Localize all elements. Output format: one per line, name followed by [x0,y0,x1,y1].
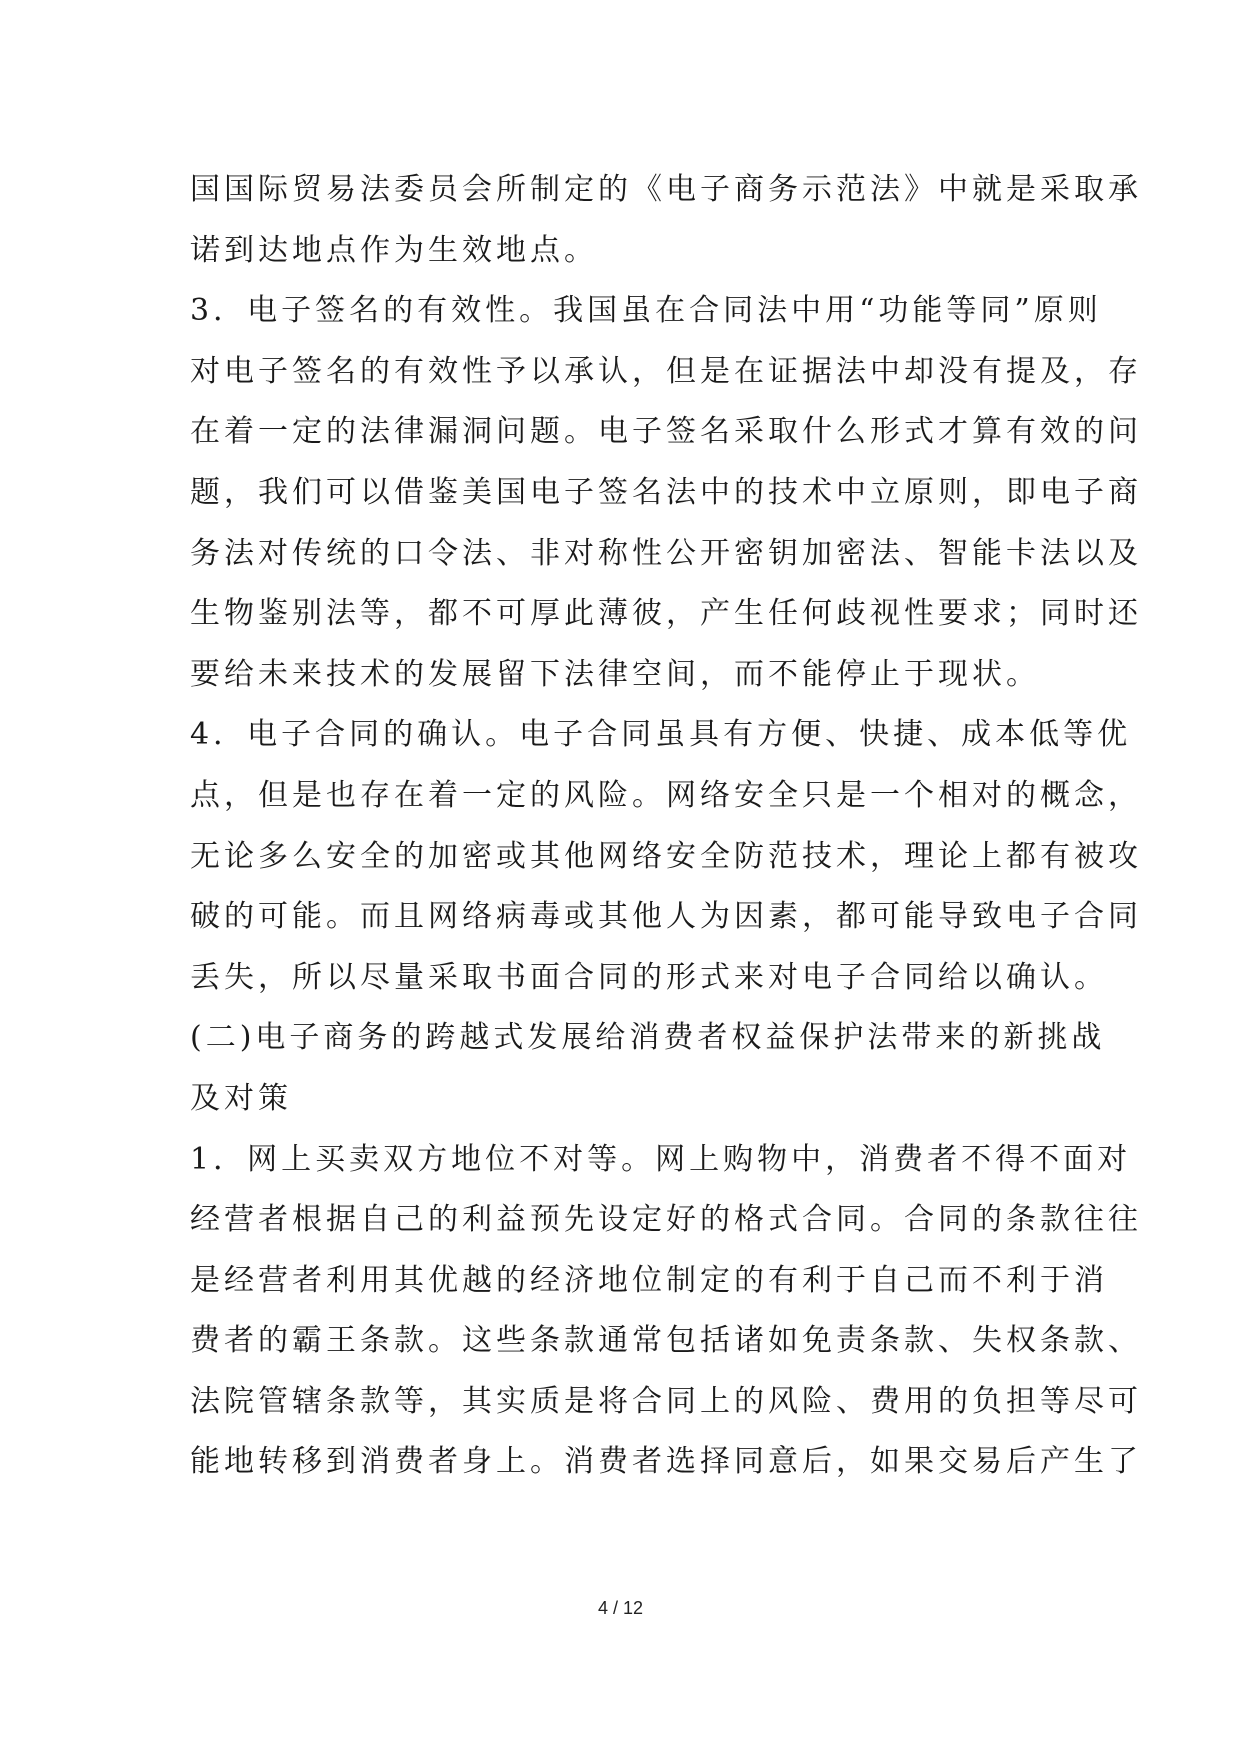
text-line: 能地转移到消费者身上。消费者选择同意后，如果交易后产生了 [190,1444,1142,1480]
body-text [190,160,1142,1493]
text-line: 及对策 [190,1080,292,1116]
text-line: 4．电子合同的确认。电子合同虽具有方便、快捷、成本低等优 [190,717,1132,753]
text-line: 无论多么安全的加密或其他网络安全防范技术，理论上都有被攻 [190,838,1142,874]
text-line: 费者的霸王条款。这些条款通常包括诸如免责条款、失权条款、 [190,1323,1142,1359]
page-number: 4 / 12 [597,1598,644,1618]
text-line: 要给未来技术的发展留下法律空间，而不能停止于现状。 [190,656,1040,692]
text-line: 1．网上买卖双方地位不对等。网上购物中，消费者不得不面对 [190,1141,1132,1177]
text-line: 在着一定的法律漏洞问题。电子签名采取什么形式才算有效的问 [190,414,1142,450]
text-line: 是经营者利用其优越的经济地位制定的有利于自己而不利于消 [190,1262,1108,1298]
text-line: 丢失，所以尽量采取书面合同的形式来对电子合同给以确认。 [190,959,1108,995]
text-line: 题，我们可以借鉴美国电子签名法中的技术中立原则，即电子商 [190,474,1142,510]
text-line: (二)电子商务的跨越式发展给消费者权益保护法带来的新挑战 [190,1020,1106,1056]
text-line: 生物鉴别法等，都不可厚此薄彼，产生任何歧视性要求；同时还 [190,596,1142,632]
text-line: 经营者根据自己的利益预先设定好的格式合同。合同的条款往往 [190,1202,1142,1238]
text-line: 诺到达地点作为生效地点。 [190,232,598,268]
text-line: 国国际贸易法委员会所制定的《电子商务示范法》中就是采取承 [190,172,1142,207]
text-line: 破的可能。而且网络病毒或其他人为因素，都可能导致电子合同 [190,899,1142,935]
text-line: 3．电子签名的有效性。我国虽在合同法中用“功能等同”原则 [190,293,1102,329]
text-line: 点，但是也存在着一定的风险。网络安全只是一个相对的概念， [190,777,1142,813]
text-line: 法院管辖条款等，其实质是将合同上的风险、费用的负担等尽可 [190,1383,1142,1419]
text-line: 务法对传统的口令法、非对称性公开密钥加密法、智能卡法以及 [190,535,1142,571]
text-line: 对电子签名的有效性予以承认，但是在证据法中却没有提及，存 [190,353,1142,389]
